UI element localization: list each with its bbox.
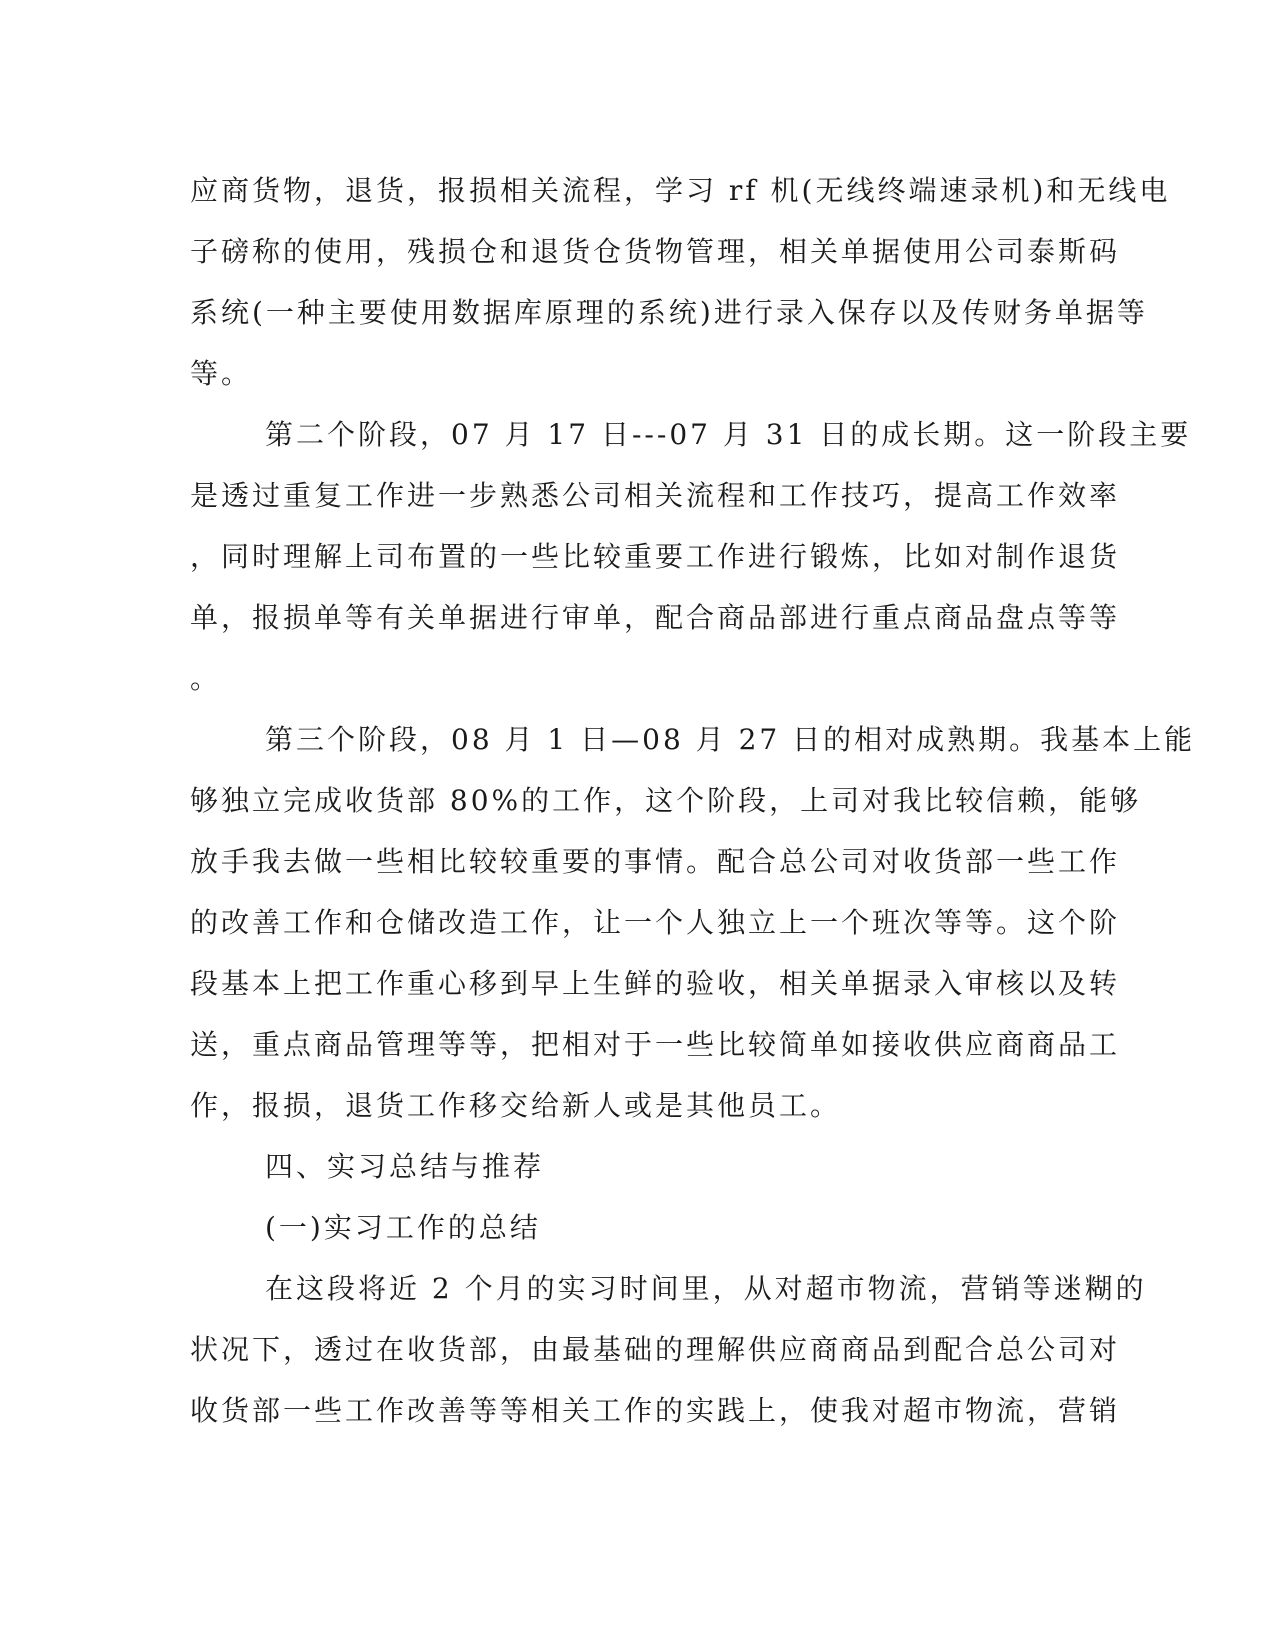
text-line: 收货部一些工作改善等等相关工作的实践上，使我对超市物流，营销 xyxy=(190,1394,1121,1427)
text-line: ，同时理解上司布置的一些比较重要工作进行锻炼，比如对制作退货 xyxy=(190,540,1121,573)
paragraph-start-line: 第三个阶段，08 月 1 日—08 月 27 日的相对成熟期。我基本上能 xyxy=(265,723,1196,756)
text-line: 送，重点商品管理等等，把相对于一些比较简单如接收供应商商品工 xyxy=(190,1028,1121,1061)
text-line: 子磅称的使用，残损仓和退货仓货物管理，相关单据使用公司泰斯码 xyxy=(190,235,1121,268)
text-line: 状况下，透过在收货部，由最基础的理解供应商商品到配合总公司对 xyxy=(190,1333,1121,1366)
text-line: 段基本上把工作重心移到早上生鲜的验收，相关单据录入审核以及转 xyxy=(190,967,1121,1000)
section-heading: 四、实习总结与推荐 xyxy=(265,1150,545,1183)
text-line: 等。 xyxy=(190,357,253,390)
text-line: 系统(一种主要使用数据库原理的系统)进行录入保存以及传财务单据等 xyxy=(190,296,1148,329)
text-line: 作，报损，退货工作移交给新人或是其他员工。 xyxy=(190,1089,842,1122)
text-line: 够独立完成收货部 80%的工作，这个阶段，上司对我比较信赖，能够 xyxy=(190,784,1142,817)
text-line: 是透过重复工作进一步熟悉公司相关流程和工作技巧，提高工作效率 xyxy=(190,479,1121,512)
text-line: 单，报损单等有关单据进行审单，配合商品部进行重点商品盘点等等 xyxy=(190,601,1121,634)
document-body xyxy=(190,160,1196,1441)
text-line: 放手我去做一些相比较较重要的事情。配合总公司对收货部一些工作 xyxy=(190,845,1121,878)
subsection-heading: (一)实习工作的总结 xyxy=(265,1211,541,1244)
text-line: 。 xyxy=(190,662,222,695)
paragraph-start-line: 第二个阶段，07 月 17 日---07 月 31 日的成长期。这一阶段主要 xyxy=(265,418,1192,451)
text-line: 的改善工作和仓储改造工作，让一个人独立上一个班次等等。这个阶 xyxy=(190,906,1121,939)
text-line: 应商货物，退货，报损相关流程，学习 rf 机(无线终端速录机)和无线电 xyxy=(190,174,1171,207)
paragraph-start-line: 在这段将近 2 个月的实习时间里，从对超市物流，营销等迷糊的 xyxy=(265,1272,1147,1305)
